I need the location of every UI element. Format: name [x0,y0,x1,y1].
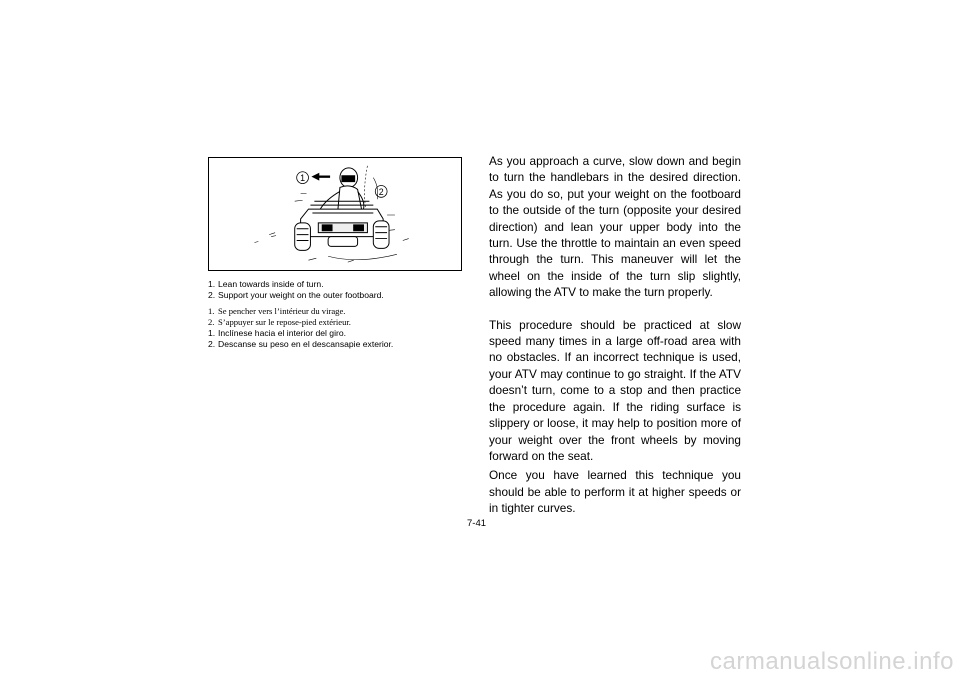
paragraph: This procedure should be practiced at slow speed many times in a large off-road area with no obstacles. If an incorrect technique is used, your ATV may continue to go straight. If the ATV doesn’t turn, come to a stop and then practice the procedure again. If the riding surface is slippery or loose, it may help to position more of your weight over the front wheels by moving forward on the seat. [489,317,741,463]
caption-item: 1. Inclínese hacia el interior del giro. [208,328,347,338]
lean-direction-arrow-icon [311,173,330,181]
caption-item: 2. Support your weight on the outer footboard. [208,290,384,300]
atv-turn-illustration [208,157,462,271]
paragraph: As you approach a curve, slow down and begin to turn the handlebars in the desired direction. As you do so, put your weight on the footboard to the outside of the turn (opposite your desired direction) and lean your upper body into the turn. Use the throttle to maintain an even speed through the turn. This maneuver will let the wheel on the inside of the turn slip slightly, allowing the ATV to make the turn properly. [489,154,741,300]
caption-item: 2. S’appuyer sur le repose-pied extérieur. [208,317,351,327]
page-number: 7-41 [467,518,487,529]
callout-1 [297,172,309,184]
paragraph: Once you have learned this technique you should be able to perform it at higher speeds or in tighter curves. [489,468,741,516]
instructions-text [489,153,741,517]
svg-text:2: 2 [378,186,384,197]
caption-item: 1. Se pencher vers l’intérieur du virage. [208,306,346,316]
caption-english [208,279,478,301]
watermark: carmanualsonline.info [710,648,954,675]
caption-item: 1. Lean towards inside of turn. [208,279,324,289]
atv-rider-drawing [209,158,461,270]
svg-text:1: 1 [300,173,306,184]
caption-item: 2. Descanse su peso en el descansapie exterior. [208,339,394,349]
caption-spanish [208,328,478,350]
caption-french [208,306,478,328]
